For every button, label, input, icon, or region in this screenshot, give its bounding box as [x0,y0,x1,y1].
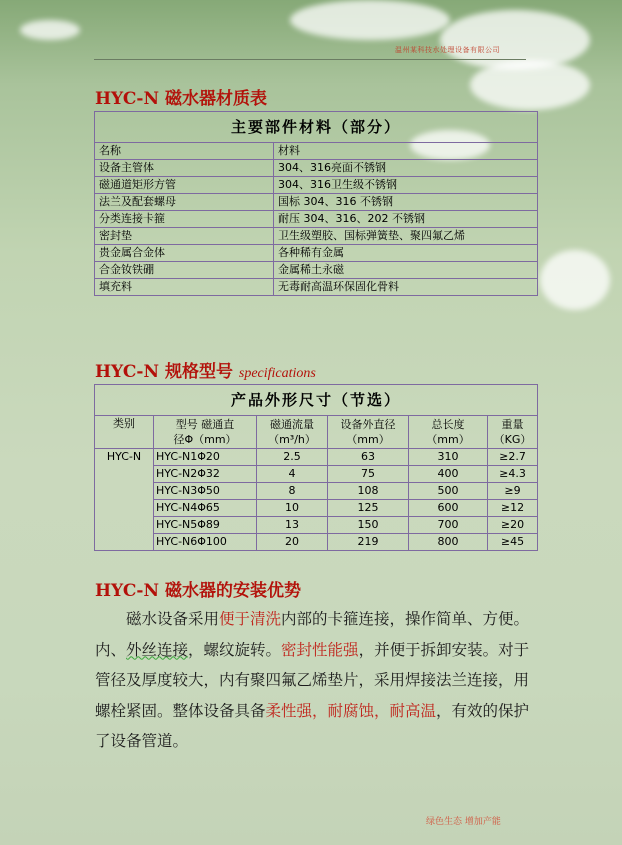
weight-cell: ≥20 [488,517,538,534]
installation-paragraph [95,604,535,757]
highlight-text: 密封性能强 [281,640,359,659]
part-name: 分类连接卡箍 [95,211,274,228]
weight-cell: ≥4.3 [488,466,538,483]
column-header: 类别 [95,416,154,449]
specifications-title-cn: HYC-N 规格型号 [95,362,233,382]
underlined-text: 外丝连接 [126,640,189,659]
header-divider [94,59,526,60]
column-header: 名称 [95,143,274,160]
materials-title: HYC-N 磁水器材质表 [95,89,267,109]
model-cell: HYC-N5Φ89 [154,517,257,534]
diameter-cell: 75 [328,466,409,483]
part-material: 卫生级塑胶、国标弹簧垫、聚四氟乙烯 [274,228,538,245]
model-cell: HYC-N2Φ32 [154,466,257,483]
diameter-cell: 63 [328,449,409,466]
part-material: 无毒耐高温环保固化骨料 [274,279,538,296]
table-row [95,500,538,517]
column-header: 总长度 （mm） [409,416,488,449]
diameter-cell: 219 [328,534,409,551]
model-cell: HYC-N6Φ100 [154,534,257,551]
length-cell: 500 [409,483,488,500]
column-header: 设备外直径 （mm） [328,416,409,449]
flow-cell: 10 [257,500,328,517]
table-row [95,228,538,245]
table-row [95,483,538,500]
part-name: 密封垫 [95,228,274,245]
highlight-text: 便于清洗 [219,610,282,628]
part-name: 设备主管体 [95,160,274,177]
paragraph-text: ，螺纹旋转。 [188,640,282,659]
length-cell: 310 [409,449,488,466]
flow-cell: 20 [257,534,328,551]
table-row [95,262,538,279]
materials-table [94,111,538,296]
part-name: 贵金属合金体 [95,245,274,262]
model-cell: HYC-N3Φ50 [154,483,257,500]
weight-cell: ≥9 [488,483,538,500]
column-header: 重量 （KG） [488,416,538,449]
length-cell: 700 [409,517,488,534]
highlight-text: 柔性强，耐腐蚀，耐高温 [265,701,437,720]
paragraph-text: ，有效的保护了设备管道。 [95,701,530,750]
length-cell: 800 [409,534,488,551]
specifications-title-en: specifications [238,366,316,381]
table-row [95,160,538,177]
table-row [95,449,538,466]
header-text: 温州某科技水处理设备有限公司 [395,46,500,54]
part-name: 磁通道矩形方管 [95,177,274,194]
part-material: 耐压 304、316、202 不锈钢 [274,211,538,228]
paragraph-text: 内部的卡箍连接，操作简单、方便。内、 [95,610,530,659]
weight-cell: ≥2.7 [488,449,538,466]
model-cell: HYC-N4Φ65 [154,500,257,517]
background-cloud [470,60,590,110]
column-header: 型号 磁通直 径Φ（mm） [154,416,257,449]
flow-cell: 13 [257,517,328,534]
length-cell: 400 [409,466,488,483]
installation-title: HYC-N 磁水器的安装优势 [95,581,301,601]
table-row [95,279,538,296]
diameter-cell: 125 [328,500,409,517]
paragraph-text: ，并便于拆卸安装。对于管径及厚度较大，内有聚四氟乙烯垫片，采用焊接法兰连接，用螺栓紧固。整体设备具备 [95,640,530,720]
part-name: 填充料 [95,279,274,296]
flow-cell: 4 [257,466,328,483]
part-material: 304、316卫生级不锈钢 [274,177,538,194]
flow-cell: 8 [257,483,328,500]
part-material: 各种稀有金属 [274,245,538,262]
part-name: 法兰及配套螺母 [95,194,274,211]
part-material: 国标 304、316 不锈钢 [274,194,538,211]
column-header: 磁通流量 （m³/h） [257,416,328,449]
table-row [95,211,538,228]
table-row [95,466,538,483]
model-cell: HYC-N1Φ20 [154,449,257,466]
background-cloud [540,250,610,310]
weight-cell: ≥45 [488,534,538,551]
diameter-cell: 108 [328,483,409,500]
paragraph-text: 磁水设备采用 [126,610,220,628]
footer-text: 绿色生态 增加产能 [426,817,501,827]
table-row [95,517,538,534]
part-name: 合金钕铁硼 [95,262,274,279]
specifications-title [95,357,316,382]
category-cell: HYC-N [95,449,154,551]
background-cloud [290,0,450,40]
table-row [95,245,538,262]
specifications-table-title: 产品外形尺寸（节选） [95,385,538,416]
specifications-table [94,384,538,551]
length-cell: 600 [409,500,488,517]
background-cloud [20,20,80,40]
table-row [95,177,538,194]
part-material: 金属稀土永磁 [274,262,538,279]
diameter-cell: 150 [328,517,409,534]
part-material: 304、316亮面不锈钢 [274,160,538,177]
table-row [95,194,538,211]
materials-table-title: 主要部件材料（部分） [95,112,538,143]
flow-cell: 2.5 [257,449,328,466]
column-header: 材料 [274,143,538,160]
table-row [95,534,538,551]
weight-cell: ≥12 [488,500,538,517]
